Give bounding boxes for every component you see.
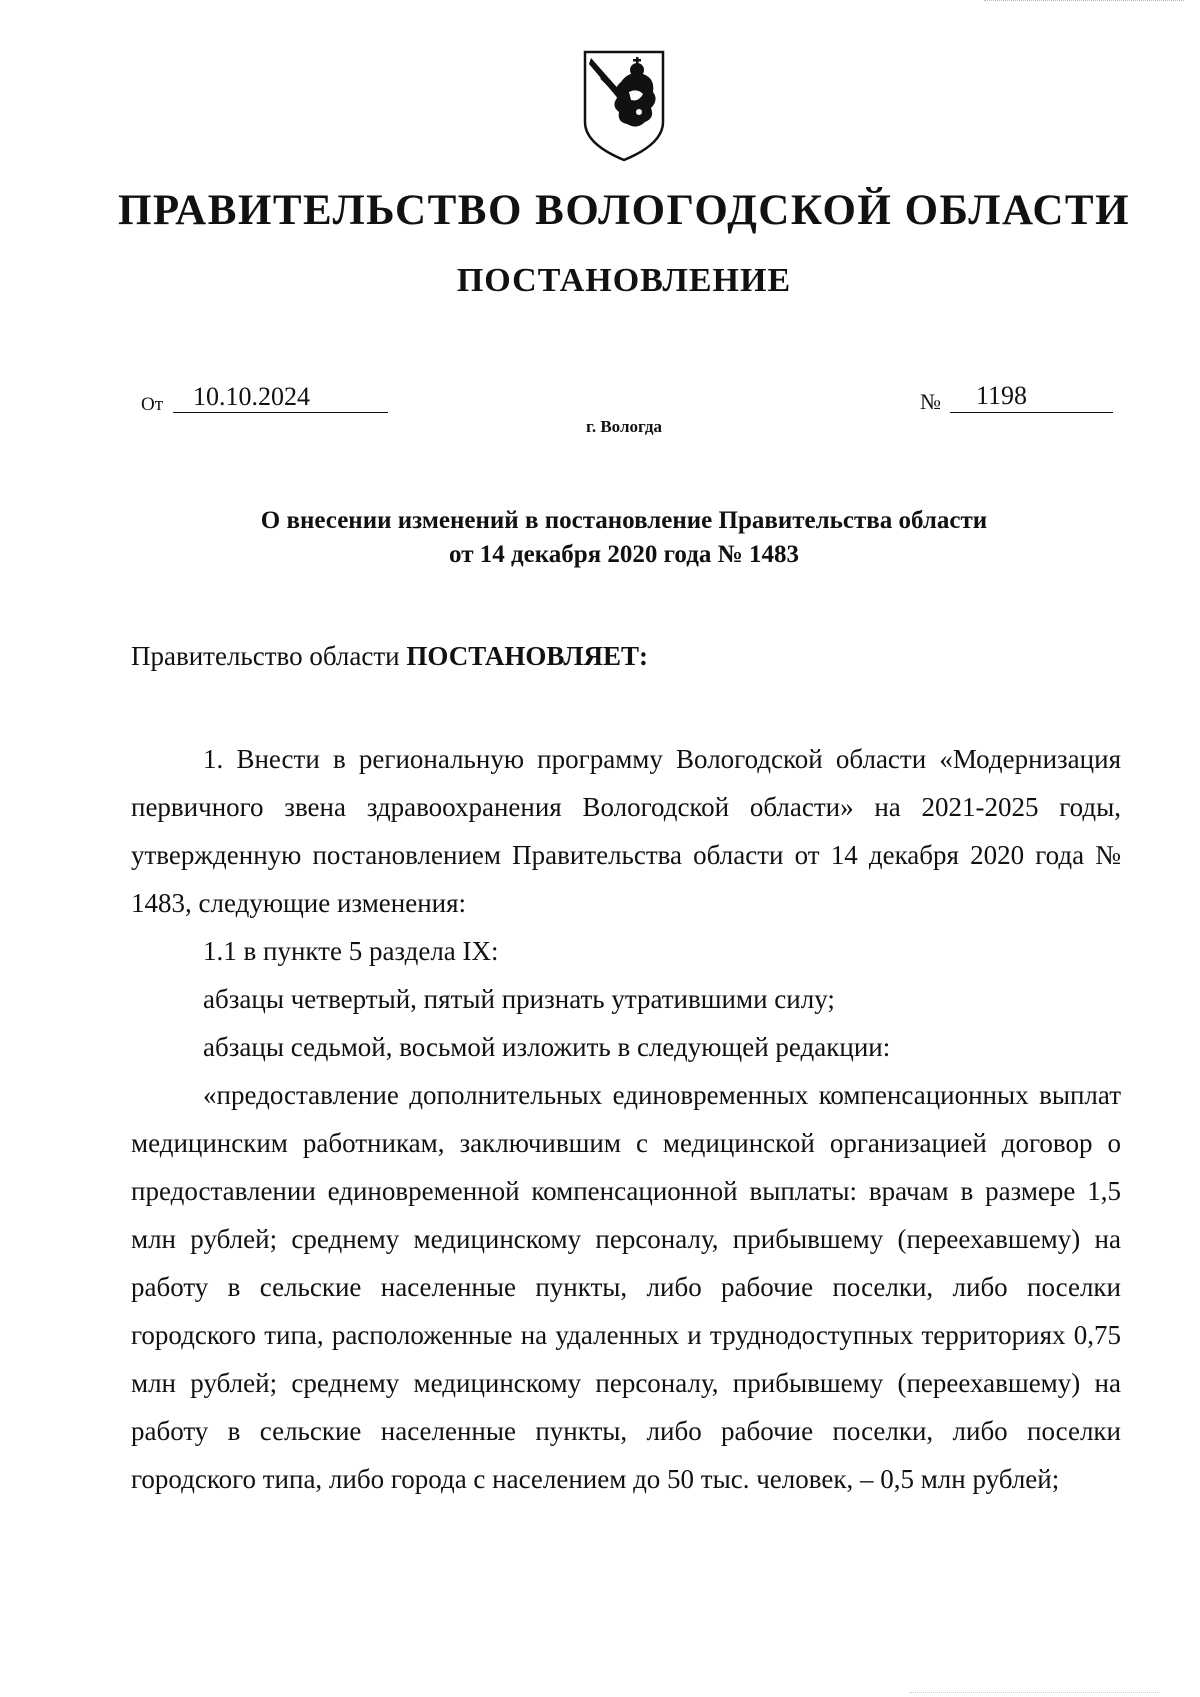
preamble-emphasis: ПОСТАНОВЛЯЕТ: [406,641,648,671]
preamble [131,641,648,672]
number-label: № [920,389,941,414]
coat-of-arms-icon [581,48,667,164]
date-underline [173,412,388,413]
subject-line: О внесении изменений в постановление Правительства области [260,507,988,534]
document-number: 1198 [976,381,1028,410]
document-type: ПОСТАНОВЛЕНИЕ [456,262,792,299]
document-date: 10.10.2024 [193,382,310,411]
body-paragraph: «предоставление дополнительных единовременных компенсационных выплат медицинским работникам, заключившим с медицинской организацией договор о предоставлении единовременной компенсационной выплаты: врачам в размере 1,5 млн рублей; среднему медицинскому персоналу, прибывшему (переехавшему) на работу в сельские населенные пункты, либо рабочие поселки, либо поселки городского типа, расположенные на удаленных и труднодоступных территориях 0,75 млн рублей; среднему медицинскому персоналу, прибывшему (переехавшему) на работу в сельские населенные пункты, либо рабочие поселки, либо поселки городского типа, либо города с населением до 50 тыс. человек, – 0,5 млн рублей; [131,1080,1121,1494]
number-underline [950,412,1113,413]
scan-edge-marks-bottom [910,1686,1160,1693]
preamble-text: Правительство области [131,641,407,671]
organization-title: ПРАВИТЕЛЬСТВО ВОЛОГОДСКОЙ ОБЛАСТИ [117,187,1131,234]
subject-line: от 14 декабря 2020 года № 1483 [449,541,799,568]
body-paragraph: 1.1 в пункте 5 раздела IX: [203,936,499,966]
body-paragraph: абзацы четвертый, пятый признать утратившими силу; [203,984,835,1014]
date-label: От [141,394,164,415]
scan-edge-marks [984,0,1184,7]
body-paragraph: абзацы седьмой, восьмой изложить в следующей редакции: [203,1032,891,1062]
document-subject [0,504,1200,572]
document-body [131,735,1121,1503]
body-paragraph: 1. Внести в региональную программу Вологодской области «Модернизация первичного звена здравоохранения Вологодской области» на 2021-2025 годы, утвержденную постановлением Правительства области от 14 декабря 2020 года № 1483, следующие изменения: [131,744,1121,918]
city-name: г. Вологда [586,417,662,436]
